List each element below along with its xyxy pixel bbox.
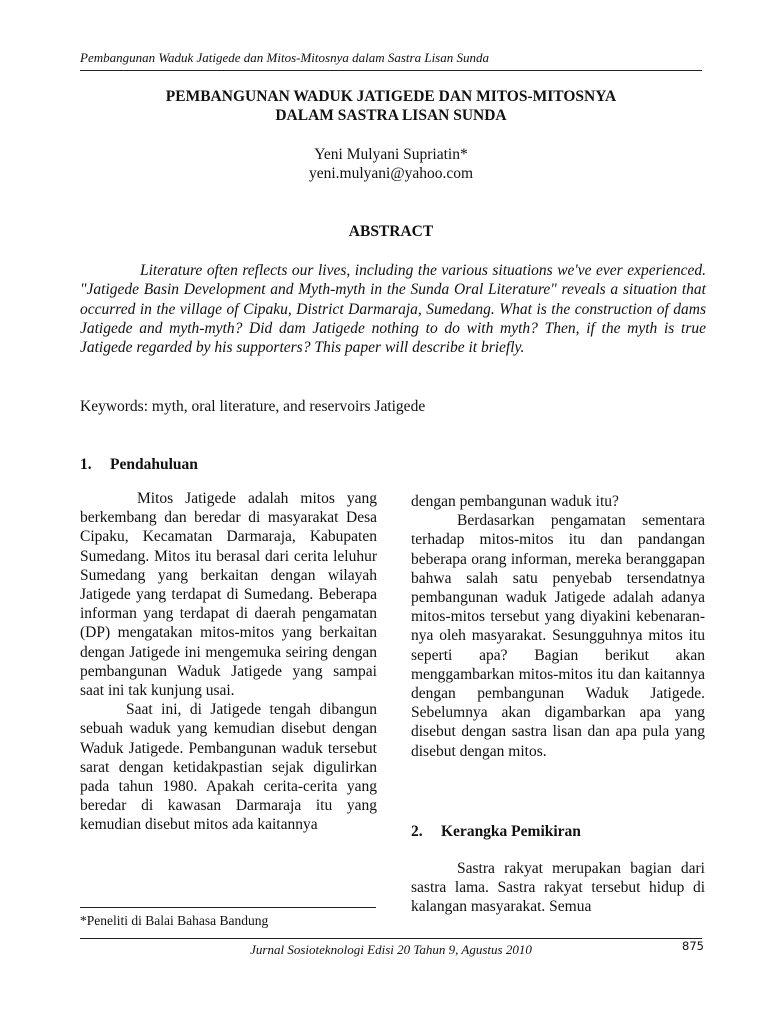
keywords: Keywords: myth, oral literature, and reservoirs Jatigede (80, 398, 426, 415)
author-email: yeni.mulyani@yahoo.com (308, 165, 474, 182)
left-column (80, 489, 377, 835)
footnote-rule (80, 907, 376, 908)
title-line-2: DALAM SASTRA LISAN SUNDA (275, 107, 507, 124)
abstract-body: Literature often reflects our lives, including the various situations we've ever experienced. "Jatigede Basin Development and Myth-myth in the Sunda Oral Literature" reveals a situation that occurred in the village of Cipaku, District Darmaraja, Sumedang. What is the construction of dams Jatigede and myth-myth? Did dam Jatigede nothing to do with myth? Then, if the myth is true Jatigede regarded by his supporters? This paper will describe it briefly. (80, 262, 706, 357)
paragraph: Saat ini, di Jatigede tengah dibangun sebuah waduk yang kemudian disebut dengan Waduk Jatigede. Pembangunan waduk tersebut sarat dengan ketidakpastian sejak digulirkan pada tahun 1980. Apakah cerita-cerita yang beredar di kawasan Darmaraja itu yang kemudian disebut mitos ada kaitannya (80, 701, 377, 834)
author-name: Yeni Mulyani Supriatin* (314, 146, 468, 163)
right-column-continued (411, 859, 705, 917)
paragraph: dengan pembangunan waduk itu? (411, 493, 619, 510)
paragraph: Berdasarkan pengamatan sementara terhadap mitos-mitos itu dan pandangan beberapa orang informan, mereka beranggapan bahwa salah satu penyebab tersendatnya pembangunan waduk Jatigede adalah adanya mitos-mitos tersebut yang diyakini kebenarannya oleh masyarakat. Sesungguhnya mitos itu seperti apa? Bagian berikut akan menggambarkan mitos-mitos itu dan kaitannya dengan pembangunan Waduk Jatigede. Sebelumnya akan digambarkan apa yang disebut dengan sastra lisan dan apa pula yang disebut dengan mitos. (411, 512, 705, 760)
paper-title (80, 87, 702, 125)
paragraph: Sastra rakyat merupakan bagian dari sastra lama. Sastra rakyat tersebut hidup di kalangan masyarakat. Semua (411, 860, 705, 916)
footer-rule (80, 938, 702, 939)
section-heading-pendahuluan (80, 455, 198, 474)
journal-footer: Jurnal Sosioteknologi Edisi 20 Tahun 9, Agustus 2010 (250, 942, 532, 957)
footnote: *Peneliti di Balai Bahasa Bandung (80, 913, 269, 928)
section-title: Kerangka Pemikiran (441, 823, 581, 840)
header-rule (80, 70, 702, 71)
title-line-1: PEMBANGUNAN WADUK JATIGEDE DAN MITOS-MITOSNYA (165, 88, 617, 105)
section-number: 1. (80, 456, 92, 473)
page-number: 875 (682, 939, 704, 953)
paragraph: Mitos Jatigede adalah mitos yang berkembang dan beredar di masyarakat Desa Cipaku, Kecamatan Darmaraja, Kabupaten Sumedang. Mitos itu berasal dari cerita leluhur Sumedang yang berkaitan dengan wilayah Jatigede yang terdapat di Sumedang. Beberapa informan yang terdapat di daerah pengamatan (DP) mengatakan mitos-mitos yang berkaitan dengan Jatigede ini mengemuka seiring dengan pembangunan Waduk Jatigede yang sampai saat ini tak kunjung usai. (80, 490, 377, 700)
abstract-heading: ABSTRACT (348, 223, 434, 240)
section-heading-kerangka-pemikiran (411, 822, 581, 841)
section-title: Pendahuluan (110, 456, 198, 473)
section-number: 2. (411, 823, 423, 840)
running-header: Pembangunan Waduk Jatigede dan Mitos-Mitosnya dalam Sastra Lisan Sunda (80, 50, 489, 65)
right-column (411, 492, 705, 761)
